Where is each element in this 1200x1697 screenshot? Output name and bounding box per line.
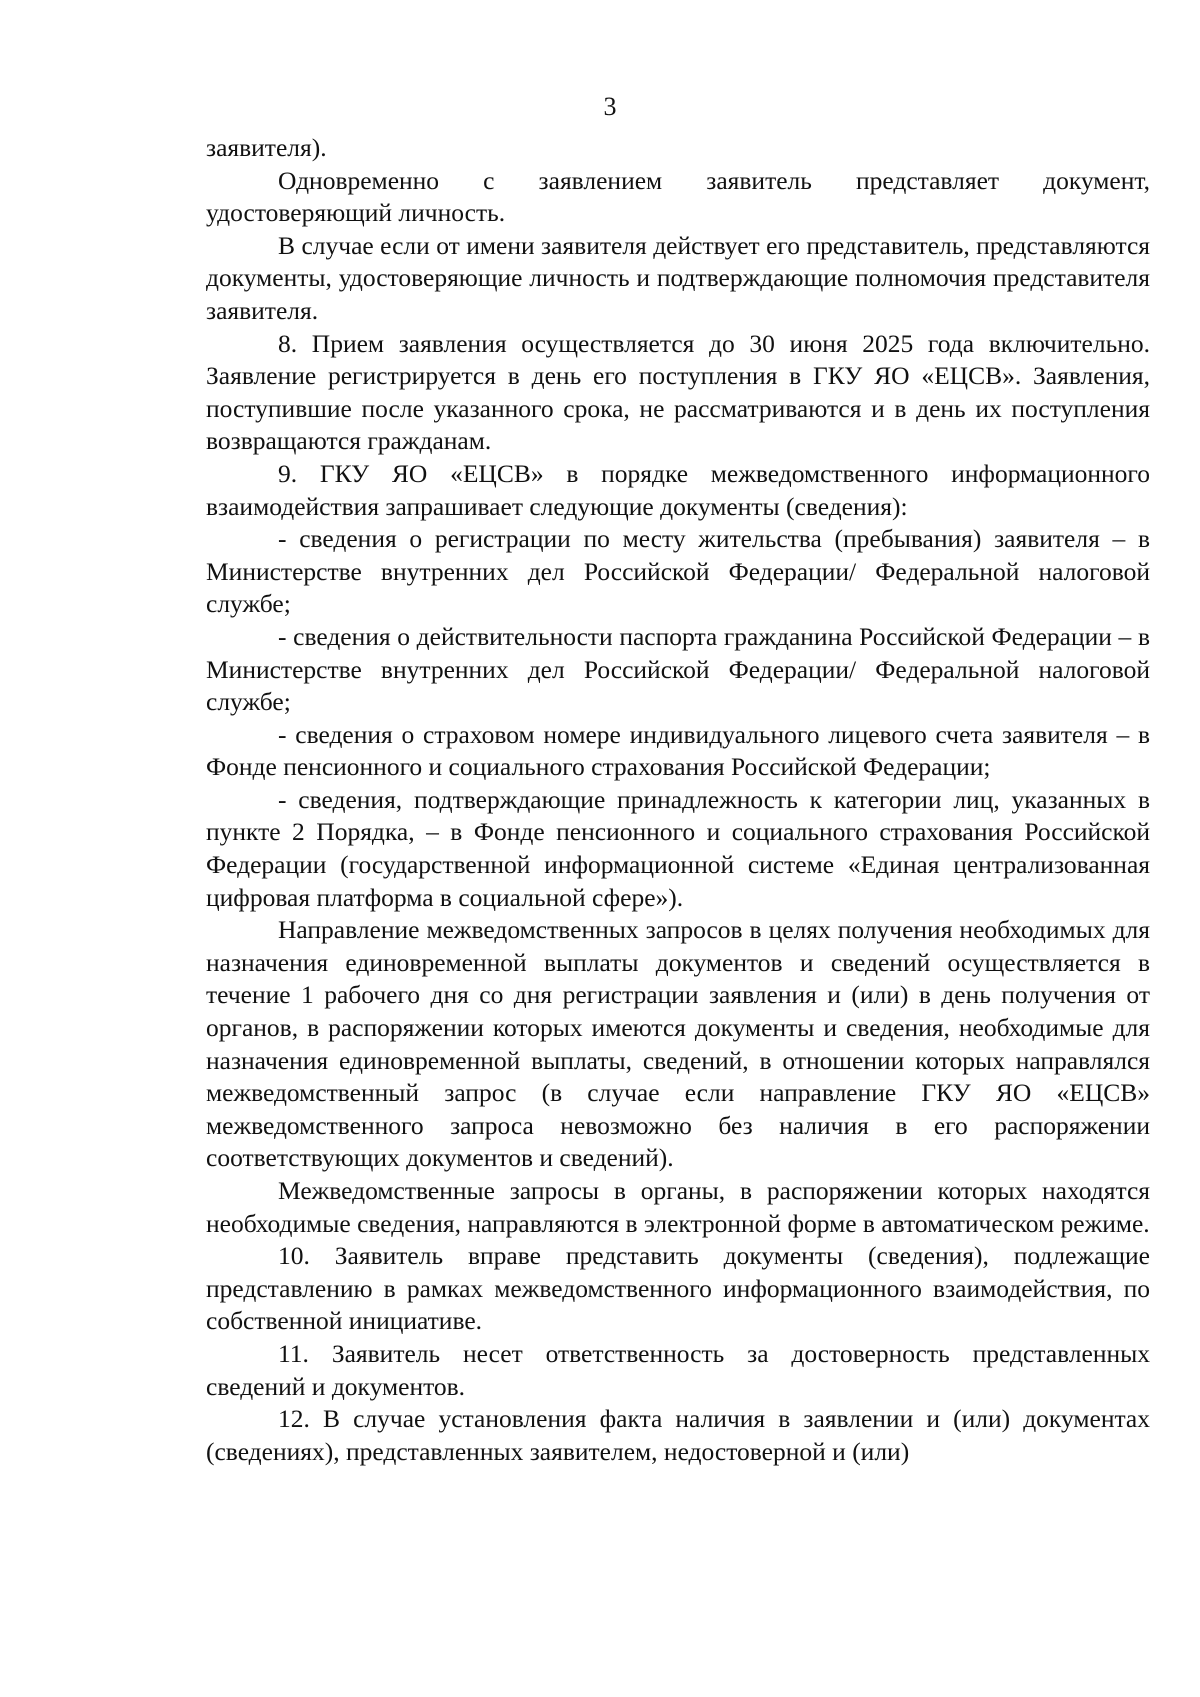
document-body (206, 132, 1150, 1468)
clause-10: 10. Заявитель вправе представить документы (сведения), подлежащие представлению в рамках межведомственного информационного взаимодействия, по собственной инициативе. (206, 1241, 1150, 1336)
list-item-registration: - сведения о регистрации по месту жительства (пребывания) заявителя – в Министерстве внутренних дел Российской Федерации/ Федеральной налоговой службе; (206, 524, 1150, 619)
paragraph-continuation: заявителя). (206, 133, 327, 162)
page-number: 3 (603, 92, 617, 121)
list-item-category: - сведения, подтверждающие принадлежность к категории лиц, указанных в пункте 2 Порядка, – в Фонде пенсионного и социального страхования Российской Федерации (государственной информационной системе «Единая централизованная цифровая платформа в социальной сфере»). (206, 784, 1150, 912)
paragraph-representative: В случае если от имени заявителя действует его представитель, представляются документы, удостоверяющие личность и подтверждающие полномочия представителя заявителя. (206, 230, 1150, 325)
clause-12: 12. В случае установления факта наличия в заявлении и (или) документах (сведениях), представленных заявителем, недостоверной и (или) (206, 1404, 1150, 1466)
list-item-passport: - сведения о действительности паспорта гражданина Российской Федерации – в Министерстве внутренних дел Российской Федерации/ Федеральной налоговой службе; (206, 621, 1150, 717)
list-item-insurance-number: - сведения о страховом номере индивидуального лицевого счета заявителя – в Фонде пенсионного и социального страхования Российской Федерации; (206, 719, 1150, 782)
paragraph-requests-timing: Направление межведомственных запросов в целях получения необходимых для назначения единовременной выплаты документов и сведений осуществляется в течение 1 рабочего дня со дня регистрации заявления и (или) в день получения от органов, в распоряжении которых имеются документы и сведения, необходимые для назначения единовременной выплаты, сведений, в отношении которых направлялся межведомственный запрос (в случае если направление ГКУ ЯО «ЕЦСВ» межведомственного запроса невозможно без наличия в его распоряжении соответствующих документов и сведений). (206, 915, 1150, 1173)
clause-11: 11. Заявитель несет ответственность за достоверность представленных сведений и документов. (206, 1338, 1150, 1401)
clause-8: 8. Прием заявления осуществляется до 30 июня 2025 года включительно. Заявление регистрируется в день его поступления в ГКУ ЯО «ЕЦСВ». Заявления, поступившие после указанного срока, не рассматриваются и в день их поступления возвращаются гражданам. (206, 328, 1150, 456)
paragraph-requests-electronic: Межведомственные запросы в органы, в распоряжении которых находятся необходимые сведения, направляются в электронной форме в автоматическом режиме. (206, 1176, 1150, 1238)
paragraph-identity-document: Одновременно с заявлением заявитель представляет документ, удостоверяющий личность. (206, 165, 1150, 228)
clause-9: 9. ГКУ ЯО «ЕЦСВ» в порядке межведомственного информационного взаимодействия запрашивает следующие документы (сведения): (206, 458, 1150, 521)
